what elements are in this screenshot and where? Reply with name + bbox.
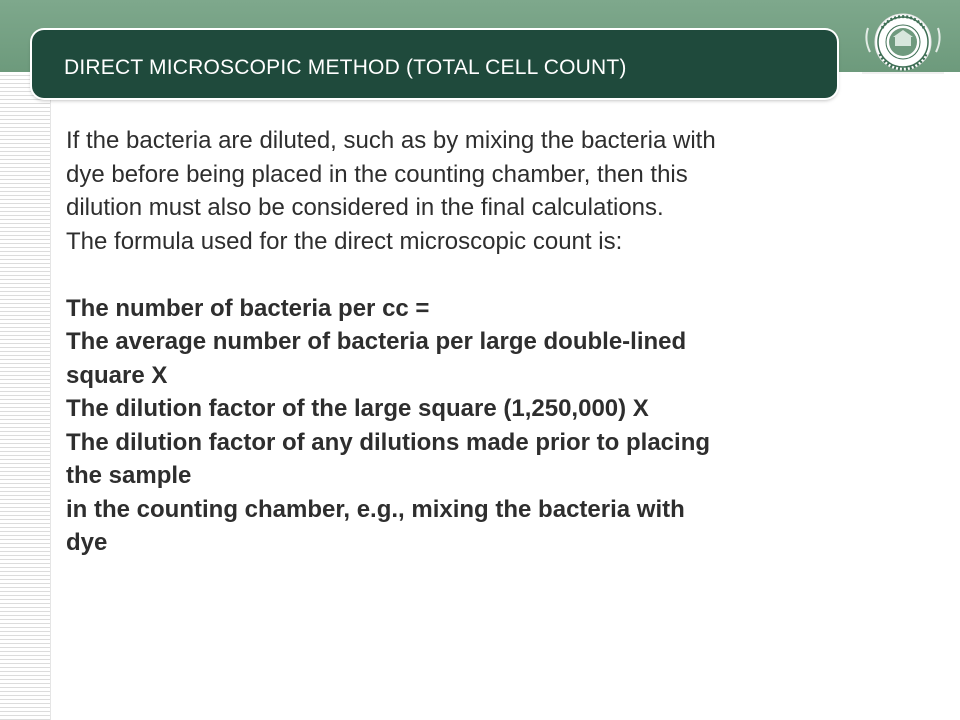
paragraph-line: dye before being placed in the counting chamber, then this [66, 160, 688, 188]
formula-line: dye [66, 529, 108, 556]
formula-line: the sample [66, 462, 192, 489]
university-logo [862, 8, 944, 74]
left-decorative-stripes [0, 72, 51, 720]
paragraph-line: dilution must also be considered in the final calculations. [66, 194, 664, 221]
formula-line: The dilution factor of the large square (1,250,000) X [66, 395, 649, 422]
formula-line: The average number of bacteria per large double-lined [66, 328, 687, 355]
paragraph-line: The formula used for the direct microscopic count is: [66, 227, 623, 255]
formula-line: The number of bacteria per cc = [66, 294, 430, 322]
formula-line: The dilution factor of any dilutions made prior to placing [66, 428, 711, 456]
university-seal-icon [862, 8, 944, 72]
slide-title-bar [32, 30, 837, 98]
formula-line: square X [66, 361, 168, 389]
formula-line: in the counting chamber, e.g., mixing the bacteria with [66, 495, 685, 523]
slide-title: DIRECT MICROSCOPIC METHOD (TOTAL CELL COUNT) [64, 56, 627, 79]
blank-line [66, 258, 946, 292]
paragraph-line: If the bacteria are diluted, such as by mixing the bacteria with [66, 127, 716, 154]
slide-body [66, 124, 946, 560]
